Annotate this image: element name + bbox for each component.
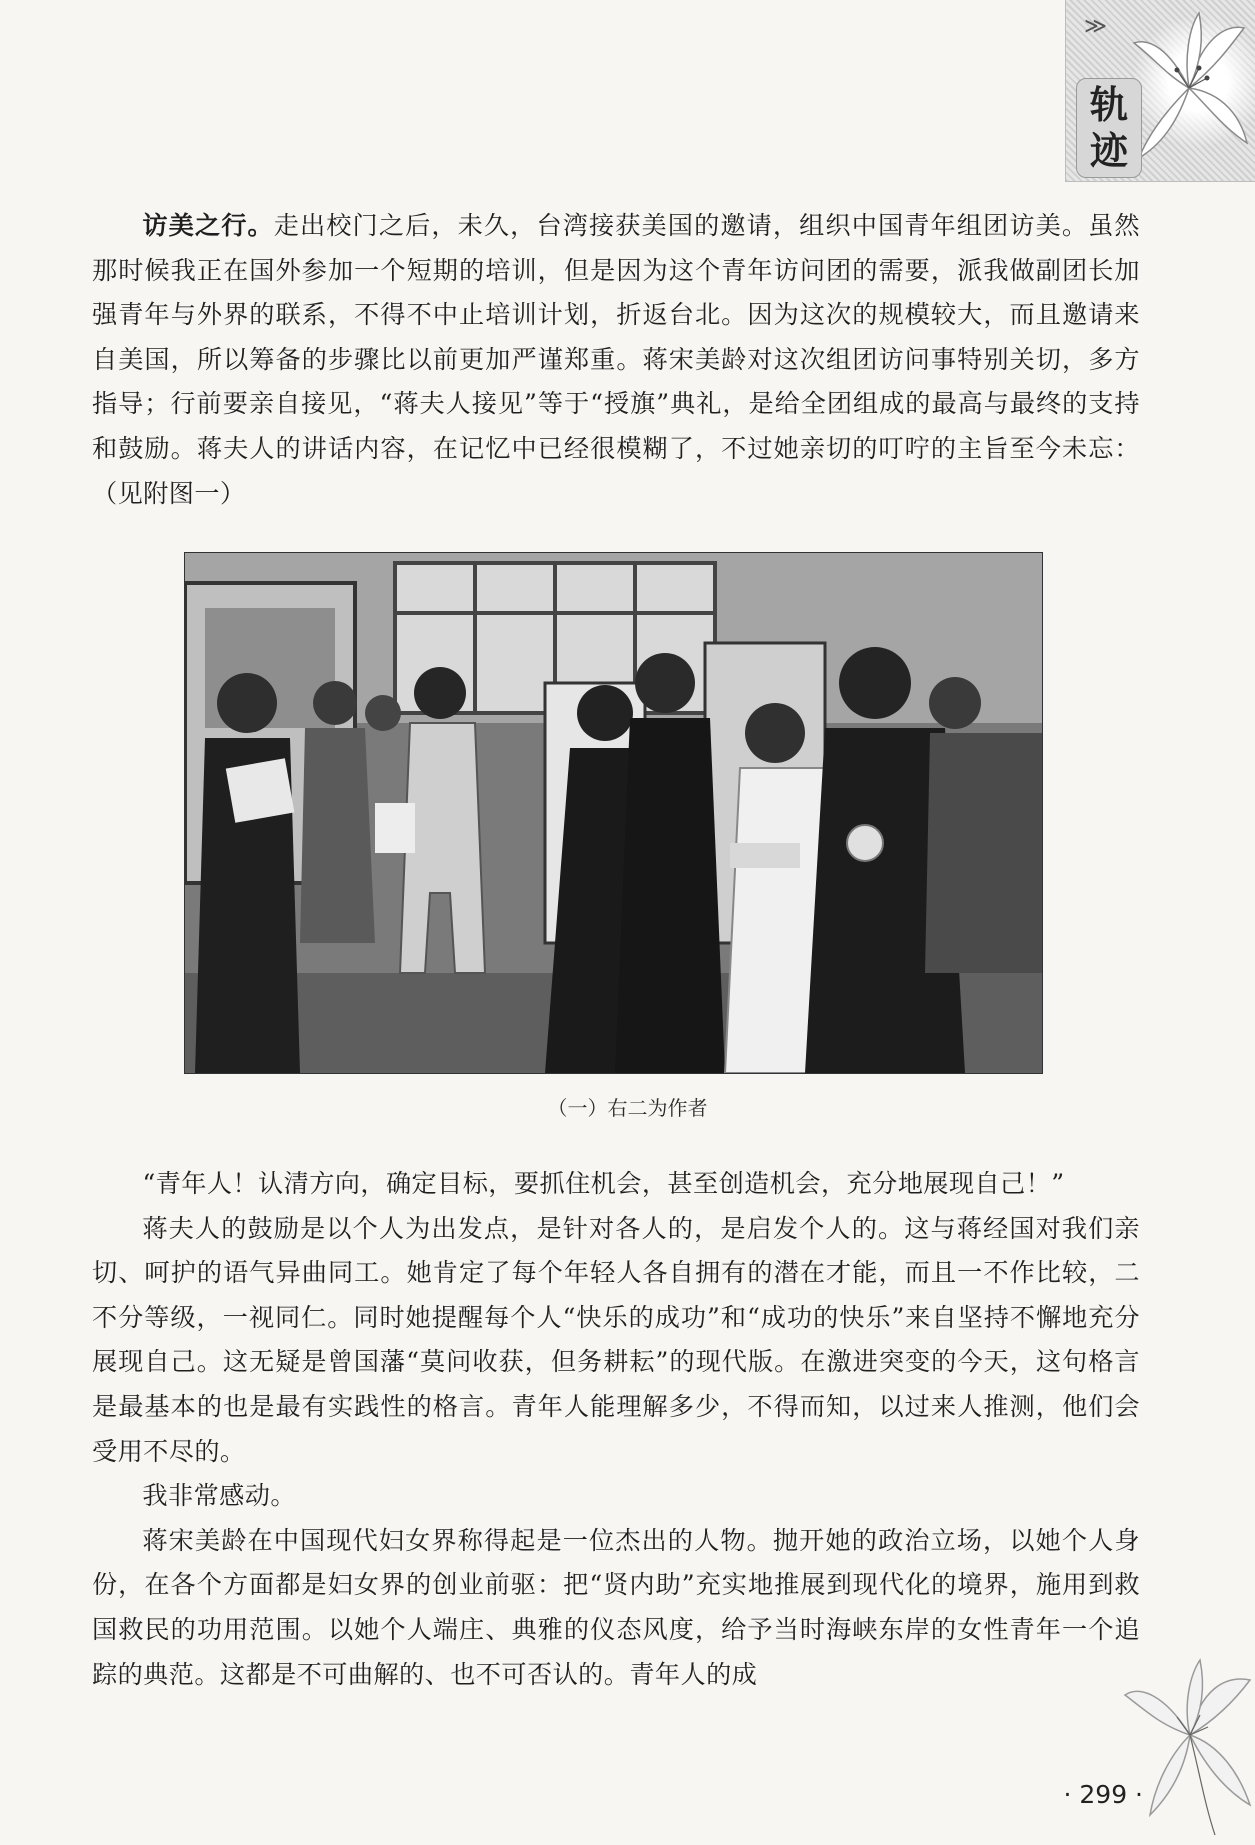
section-title-char-1: 轨 (1089, 83, 1128, 127)
photo-illustration (185, 553, 1043, 1074)
paragraph: “青年人！认清方向，确定目标，要抓住机会，甚至创造机会，充分地展现自己！” (142, 1169, 1065, 1198)
lily-flower-icon (1105, 1635, 1255, 1845)
page-number: · 299 · (1063, 1780, 1143, 1809)
body-text-top (92, 204, 1140, 516)
paragraph: 我非常感动。 (142, 1481, 296, 1511)
lily-flower-icon (1129, 8, 1249, 178)
chevron-ornament-icon: ≫ (1084, 14, 1108, 39)
paragraph: 蒋宋美龄在中国现代妇女界称得起是一位杰出的人物。抛开她的政治立场，以她个人身份，在各个方面都是妇女界的创业前驱：把“贤内助”充实地推展到现代化的境界，施用到救国救民的功用范围。以她个人端庄、典雅的仪态风度，给予当时海峡东岸的女性青年一个追踪的典范。这都是不可曲解的、也不可否认的。青年人的成 (92, 1525, 1140, 1689)
body-text-bottom (92, 1162, 1140, 1697)
section-tab (1076, 78, 1142, 178)
section-title-char-2: 迹 (1089, 129, 1128, 173)
photo-caption: （一）右二为作者 (547, 1096, 708, 1120)
paragraph-lead-term: 访美之行。 (142, 211, 274, 240)
header-ornament (1065, 0, 1255, 182)
paragraph: 蒋夫人的鼓励是以个人为出发点，是针对各人的，是启发个人的。这与蒋经国对我们亲切、呵护的语气异曲同工。她肯定了每个年轻人各自拥有的潜在才能，而且一不作比较，二不分等级，一视同仁。同时她提醒每个人“快乐的成功”和“成功的快乐”来自坚持不懈地充分展现自己。这无疑是曾国藩“莫问收获，但务耕耘”的现代版。在激进突变的今天，这句格言是最基本的也是最有实践性的格言。青年人能理解多少，不得而知，以过来人推测，他们会受用不尽的。 (92, 1213, 1140, 1466)
paragraph-text: 走出校门之后，未久，台湾接获美国的邀请，组织中国青年组团访美。虽然那时候我正在国外参加一个短期的培训，但是因为这个青年访问团的需要，派我做副团长加强青年与外界的联系，不得不中止培训计划，折返台北。因为这次的规模较大，而且邀请来自美国，所以筹备的步骤比以前更加严谨郑重。蒋宋美龄对这次组团访问事特别关切，多方指导；行前要亲自接见，“蒋夫人接见”等于“授旗”典礼，是给全团组成的最高与最终的支持和鼓励。蒋夫人的讲话内容，在记忆中已经很模糊了，不过她亲切的叮咛的主旨至今未忘：（见附图一） (92, 211, 1141, 508)
historical-photo (184, 552, 1043, 1074)
paragraph (92, 204, 1140, 516)
